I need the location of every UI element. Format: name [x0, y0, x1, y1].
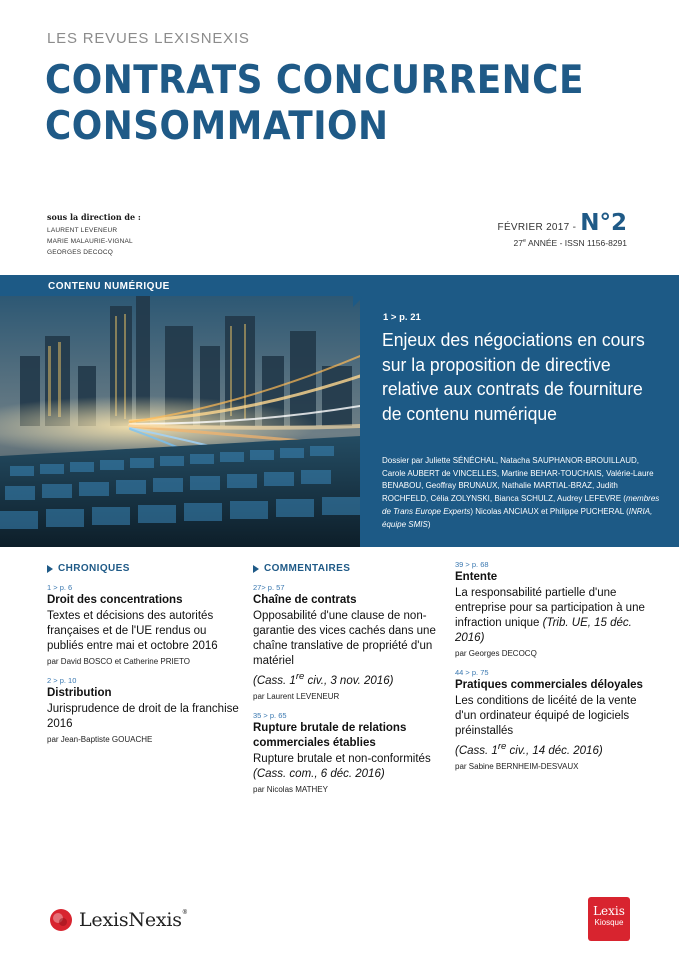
- title-line-2: CONSOMMATION: [45, 104, 389, 149]
- article-page-ref: 27> p. 57: [253, 583, 285, 592]
- article-page-ref: 35 > p. 65: [253, 710, 287, 720]
- article-title: Distribution: [47, 687, 112, 699]
- article-author: par Sabine BERNHEIM-DESVAUX: [455, 761, 579, 771]
- tab-notch: [353, 289, 362, 307]
- editor-name: MARIE MALAURIE-VIGNAL: [47, 238, 133, 245]
- feature-page-ref: 1 > p. 21: [383, 312, 421, 323]
- lexisnexis-logo: [49, 908, 188, 932]
- article[interactable]: [47, 675, 242, 746]
- commentaires-column: [253, 563, 448, 803]
- issue-year-issn: 27e ANNÉE - ISSN 1156-8291: [513, 238, 627, 248]
- direction-block: [47, 212, 141, 258]
- article[interactable]: [47, 582, 242, 668]
- feature-title[interactable]: Enjeux des négociations en cours sur la proposition de directive relative aux contrats de fourniture de contenu numérique: [382, 329, 645, 424]
- issue-info: [498, 212, 627, 248]
- feature-authors: Dossier par Juliette SÉNÉCHAL, Natacha SAUPHANOR-BROUILLAUD, Carole AUBERT de VINCELLES, Martine BEHAR-TOUCHAIS, Valérie-Laure BENABOU, Geoffray BRUNAUX, Nathalie MARTIAL-BRAZ, Judith ROCHFELD, Célia ZOLYNSKI, Bianca SCHULZ, Audrey LEFEVRE (membres de Trans Europe Experts) Nicolas ANCIAUX et Philippe PUCHERAL (INRIA, équipe SMIS): [382, 456, 660, 529]
- article-page-ref: 39 > p. 68: [455, 560, 489, 569]
- article-title: Droit des concentrations: [47, 594, 183, 606]
- article-title: Entente: [455, 571, 498, 583]
- lexisnexis-mark-icon: [49, 908, 73, 932]
- article-title: Rupture brutale de relations commerciales établies: [253, 721, 407, 749]
- article[interactable]: [253, 582, 448, 703]
- commentaires-heading: COMMENTAIRES: [253, 563, 448, 574]
- chroniques-column: [47, 563, 242, 753]
- direction-label: sous la direction de :: [47, 212, 141, 222]
- article-page-ref: 1 > p. 6: [47, 583, 73, 592]
- issue-date: FÉVRIER 2017 -: [497, 222, 577, 233]
- article-author: par Georges DECOCQ: [455, 649, 537, 658]
- brand-line: LES REVUES LEXISNEXIS: [47, 30, 250, 47]
- article-body: Opposabilité d'une clause de non-garantie des vices cachés dans une chaîne translative de propriété d'un matériel (Cass. 1re civ., 3 nov. 2016): [253, 610, 436, 687]
- article-body: Rupture brutale et non-conformités (Cass. com., 6 déc. 2016): [253, 752, 431, 780]
- article-title: Pratiques commerciales déloyales: [455, 679, 643, 691]
- triangle-icon: [47, 565, 53, 573]
- article[interactable]: [253, 710, 448, 796]
- logo-wordmark: LexisNexis®: [79, 909, 188, 931]
- third-column: [455, 559, 650, 780]
- feature-image: [0, 296, 360, 547]
- title-line-1: CONTRATS CONCURRENCE: [45, 58, 584, 103]
- article[interactable]: [455, 559, 650, 660]
- journal-title: [45, 58, 584, 150]
- article-body: Les conditions de licéité de la vente d'un ordinateur équipé de logiciels préinstallés (Cass. 1re civ., 14 déc. 2016): [455, 695, 637, 757]
- article-body: Jurisprudence de droit de la franchise 2016: [47, 703, 239, 730]
- article-author: par Jean-Baptiste GOUACHE: [47, 735, 153, 744]
- article-author: par Laurent LEVENEUR: [253, 691, 340, 701]
- kiosque-line-1: Lexis: [593, 904, 625, 918]
- editor-name: GEORGES DECOCQ: [47, 249, 114, 256]
- kiosque-line-2: Kiosque: [594, 918, 624, 927]
- editor-name: LAURENT LEVENEUR: [47, 227, 118, 234]
- article-title: Chaîne de contrats: [253, 594, 357, 606]
- lexis-kiosque-badge[interactable]: [588, 897, 630, 941]
- feature-section-tab: CONTENU NUMÉRIQUE: [35, 275, 360, 296]
- article-author: par David BOSCO et Catherine PRIETO: [47, 657, 191, 666]
- article-body: Textes et décisions des autorités françaises et de l'UE rendus ou publiés entre mai et octobre 2016: [47, 610, 218, 652]
- feature-banner: [0, 275, 679, 547]
- article-body: La responsabilité partielle d'une entreprise pour sa participation à une infraction unique (Trib. UE, 15 déc. 2016): [455, 587, 645, 644]
- triangle-icon: [253, 565, 259, 573]
- article-page-ref: 2 > p. 10: [47, 676, 77, 685]
- issue-number: N°2: [580, 210, 627, 236]
- article-page-ref: 44 > p. 75: [455, 668, 489, 677]
- article-author: par Nicolas MATHEY: [253, 784, 328, 794]
- chroniques-heading: CHRONIQUES: [47, 563, 242, 574]
- article[interactable]: [455, 667, 650, 773]
